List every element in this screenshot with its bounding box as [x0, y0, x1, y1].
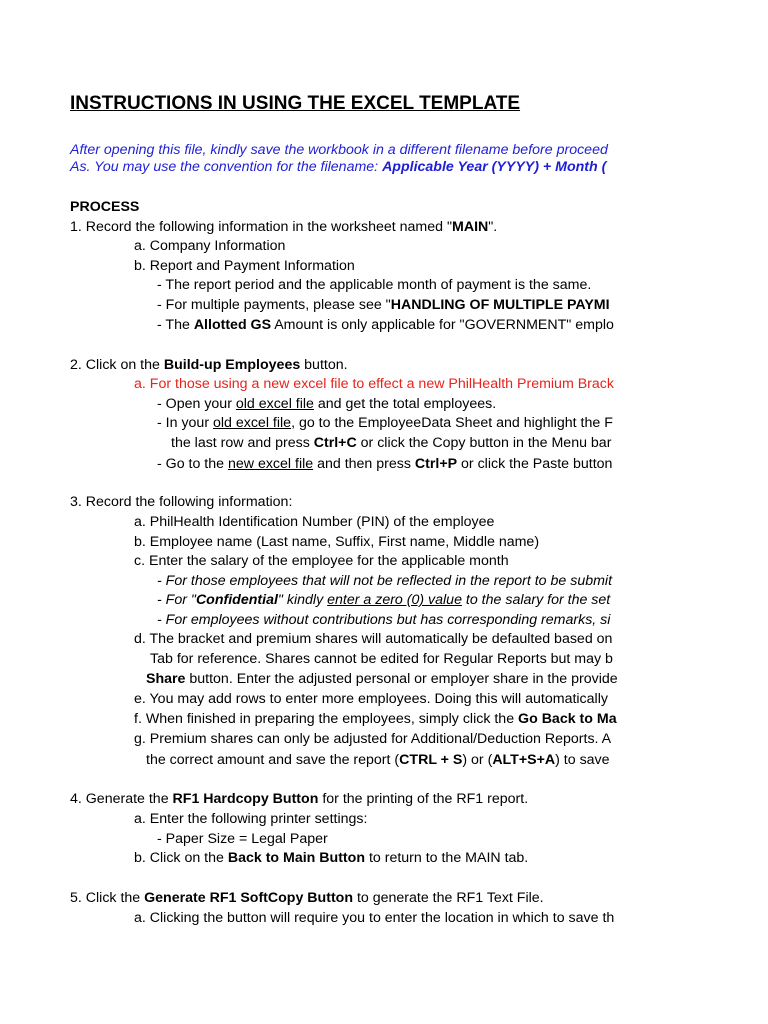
process-heading: PROCESS: [70, 199, 140, 215]
step-3g: g. Premium shares can only be adjusted for Additional/Deduction Reports. A: [134, 731, 612, 747]
page-title: INSTRUCTIONS IN USING THE EXCEL TEMPLATE: [70, 93, 521, 114]
step-3c-note-3: - For employees without contributions but has corresponding remarks, si: [157, 612, 611, 628]
step-2a-note-2: - In your old excel file, go to the EmployeeData Sheet and highlight the F: [157, 415, 613, 431]
intro-line-2: As. You may use the convention for the filename: Applicable Year (YYYY) + Month (: [70, 159, 607, 175]
step-3e: e. You may add rows to enter more employees. Doing this will automatically: [134, 691, 608, 707]
step-3c-note-2: - For "Confidential" kindly enter a zero (0) value to the salary for the set: [157, 592, 611, 608]
step-4b: b. Click on the Back to Main Button to return to the MAIN tab.: [134, 850, 529, 866]
step-2: 2. Click on the Build-up Employees button.: [70, 357, 348, 373]
step-1b-note-1: - The report period and the applicable month of payment is the same.: [157, 277, 592, 293]
step-4a: a. Enter the following printer settings:: [134, 811, 368, 827]
step-3d: d. The bracket and premium shares will automatically be defaulted based on: [134, 631, 613, 647]
step-3c: c. Enter the salary of the employee for the applicable month: [134, 553, 509, 569]
step-5: 5. Click the Generate RF1 SoftCopy Button to generate the RF1 Text File.: [70, 890, 544, 906]
step-3g-cont: the correct amount and save the report (CTRL + S) or (ALT+S+A) to save: [146, 752, 610, 768]
step-3d-cont-1: Tab for reference. Shares cannot be edited for Regular Reports but may b: [150, 651, 613, 667]
step-1b: b. Report and Payment Information: [134, 258, 355, 274]
step-2a-note-3: - Go to the new excel file and then press Ctrl+P or click the Paste button: [157, 456, 613, 472]
step-1a: a. Company Information: [134, 238, 286, 254]
step-3c-note-1: - For those employees that will not be reflected in the report to be submit: [157, 573, 613, 589]
step-3: 3. Record the following information:: [70, 494, 293, 510]
step-2a-note-1: - Open your old excel file and get the total employees.: [157, 396, 497, 412]
step-3f: f. When finished in preparing the employees, simply click the Go Back to Ma: [134, 711, 617, 727]
intro-line-1: After opening this file, kindly save the workbook in a different filename before proceed: [70, 142, 608, 158]
step-1b-note-3: - The Allotted GS Amount is only applicable for "GOVERNMENT" emplo: [157, 317, 614, 333]
step-1: 1. Record the following information in the worksheet named "MAIN".: [70, 219, 498, 235]
step-5a: a. Clicking the button will require you to enter the location in which to save th: [134, 910, 615, 926]
step-4a-note-1: - Paper Size = Legal Paper: [157, 831, 328, 847]
step-3b: b. Employee name (Last name, Suffix, First name, Middle name): [134, 534, 540, 550]
step-4: 4. Generate the RF1 Hardcopy Button for the printing of the RF1 report.: [70, 791, 529, 807]
step-2a-note-2-cont: the last row and press Ctrl+C or click the Copy button in the Menu bar: [171, 435, 612, 451]
step-2a: a. For those using a new excel file to effect a new PhilHealth Premium Brack: [134, 376, 614, 392]
step-1b-note-2: - For multiple payments, please see "HANDLING OF MULTIPLE PAYMI: [157, 297, 610, 313]
step-3d-cont-2: Share button. Enter the adjusted personal or employer share in the provide: [146, 671, 618, 687]
step-3a: a. PhilHealth Identification Number (PIN) of the employee: [134, 514, 495, 530]
